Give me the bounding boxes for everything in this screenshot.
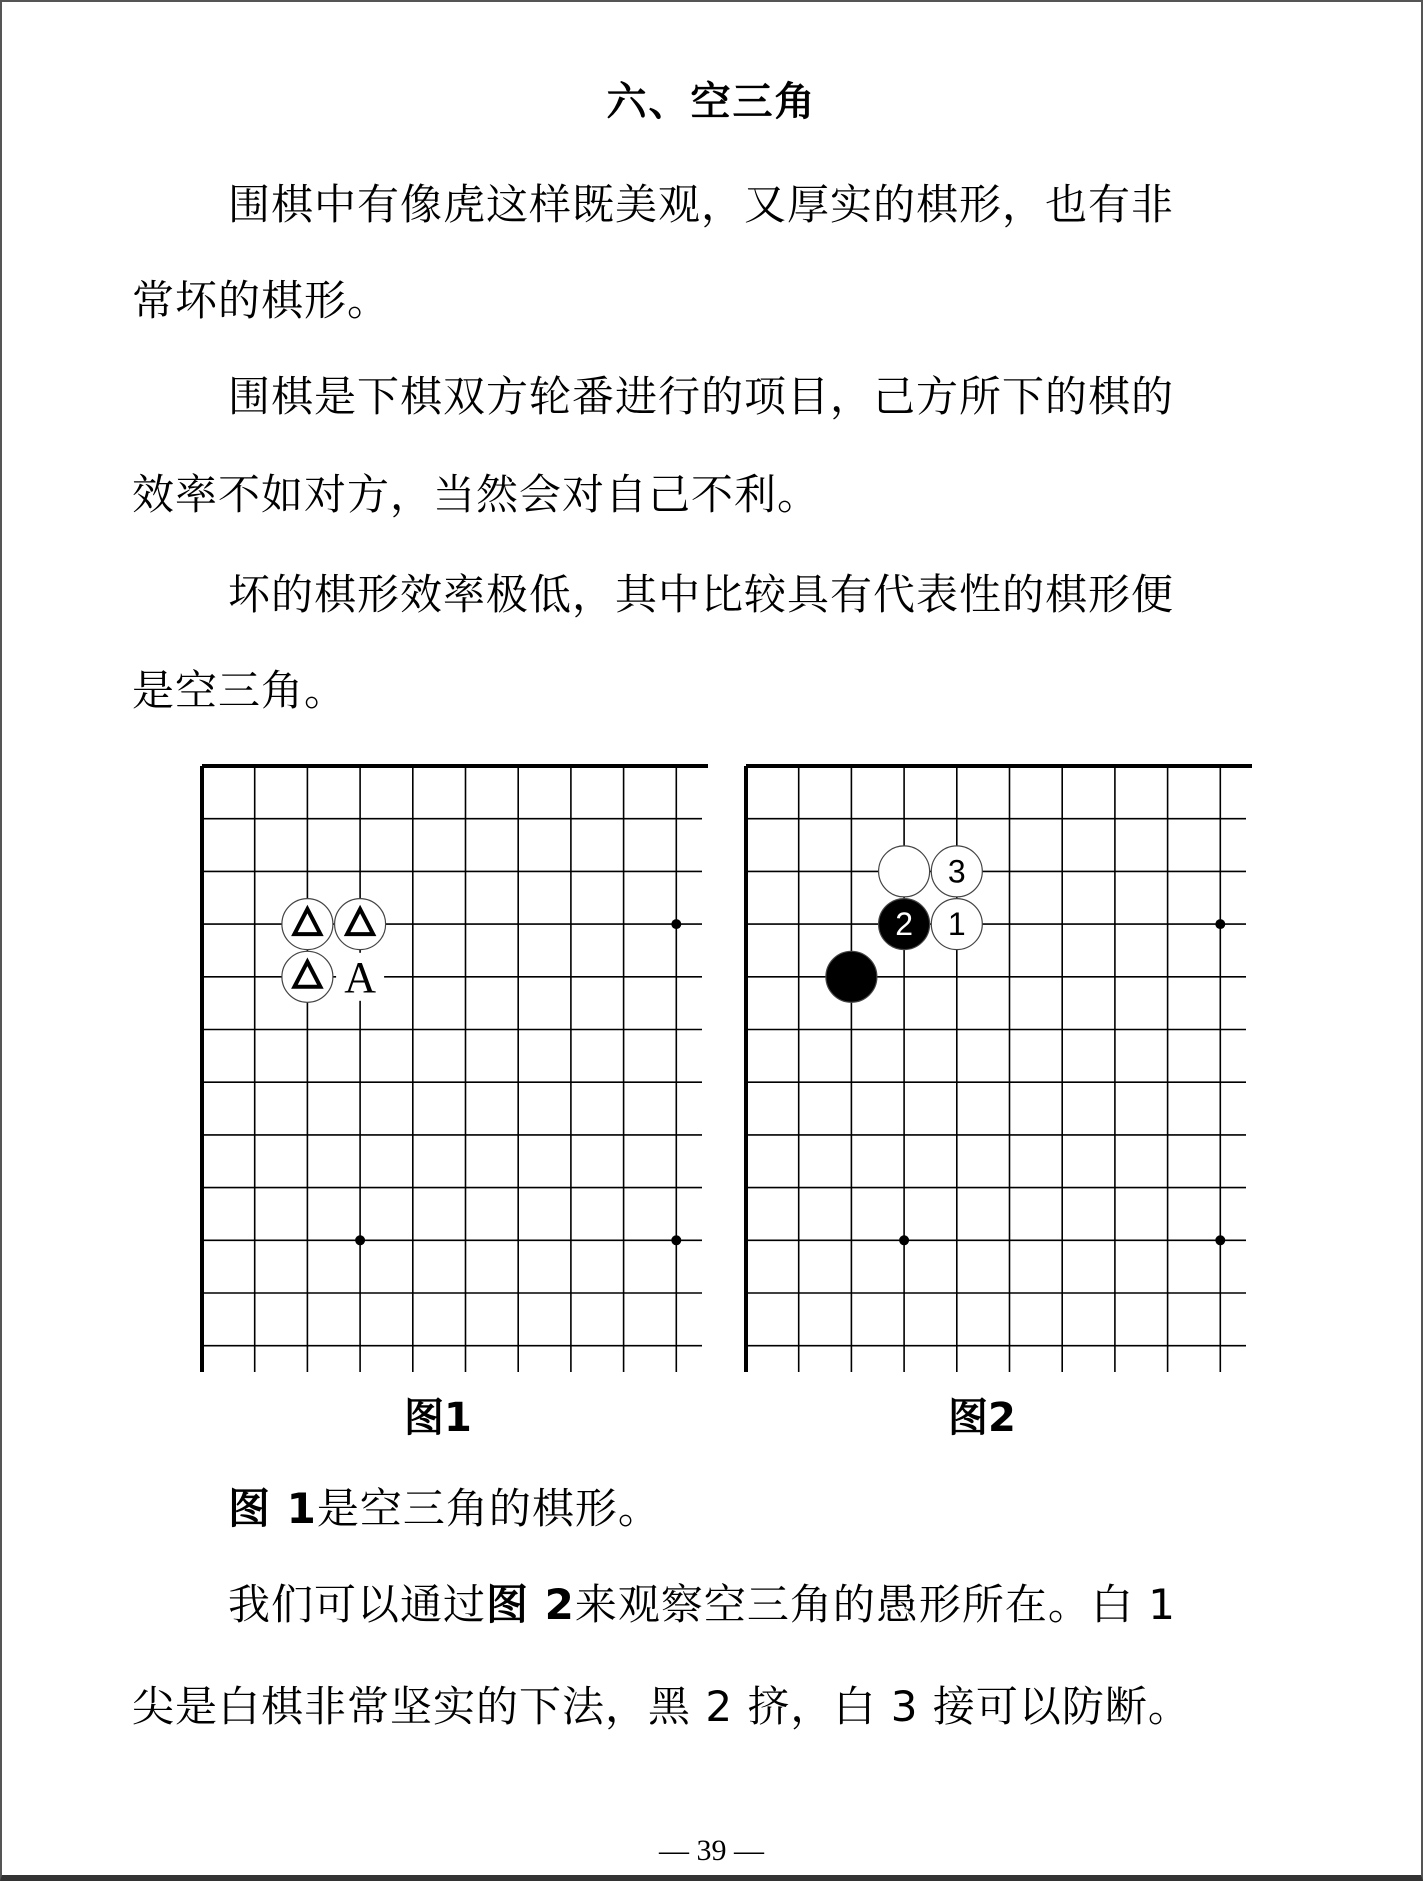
figure-ref: 图 2 xyxy=(486,1580,575,1629)
caption-text: 是空三角的棋形。 xyxy=(316,1484,661,1533)
figure-1-label: 图1 xyxy=(404,1395,472,1441)
figure-ref: 图 1 xyxy=(228,1484,317,1533)
explanation-text: 来观察空三角的愚形所在。白 1 xyxy=(574,1580,1176,1629)
section-heading: 六、空三角 xyxy=(606,79,817,125)
go-board-figure-1 xyxy=(196,760,716,1380)
go-board-figure-2 xyxy=(740,760,1260,1380)
svg-text:3: 3 xyxy=(947,853,966,890)
explanation-text: 我们可以通过 xyxy=(228,1580,487,1629)
paragraph-1-line-1: 围棋中有像虎这样既美观，又厚实的棋形，也有非 xyxy=(228,180,1175,229)
paragraph-1-line-2: 常坏的棋形。 xyxy=(132,276,391,325)
paragraph-3-line-2: 是空三角。 xyxy=(132,666,348,715)
paragraph-2-line-1: 围棋是下棋双方轮番进行的项目，己方所下的棋的 xyxy=(228,372,1175,421)
explanation-line-2: 尖是白棋非常坚实的下法，黑 2 挤，白 3 接可以防断。 xyxy=(132,1682,1191,1731)
paragraph-2-line-2: 效率不如对方，当然会对自己不利。 xyxy=(132,470,821,519)
page-number: — 39 — xyxy=(659,1834,764,1867)
svg-text:2: 2 xyxy=(895,906,913,943)
caption-line xyxy=(228,1476,661,1536)
svg-text:A: A xyxy=(344,952,376,1002)
explanation-line-1 xyxy=(228,1572,1176,1632)
svg-text:1: 1 xyxy=(947,906,966,943)
figure-2-label: 图2 xyxy=(948,1395,1016,1441)
paragraph-3-line-1: 坏的棋形效率极低，其中比较具有代表性的棋形便 xyxy=(228,570,1175,619)
